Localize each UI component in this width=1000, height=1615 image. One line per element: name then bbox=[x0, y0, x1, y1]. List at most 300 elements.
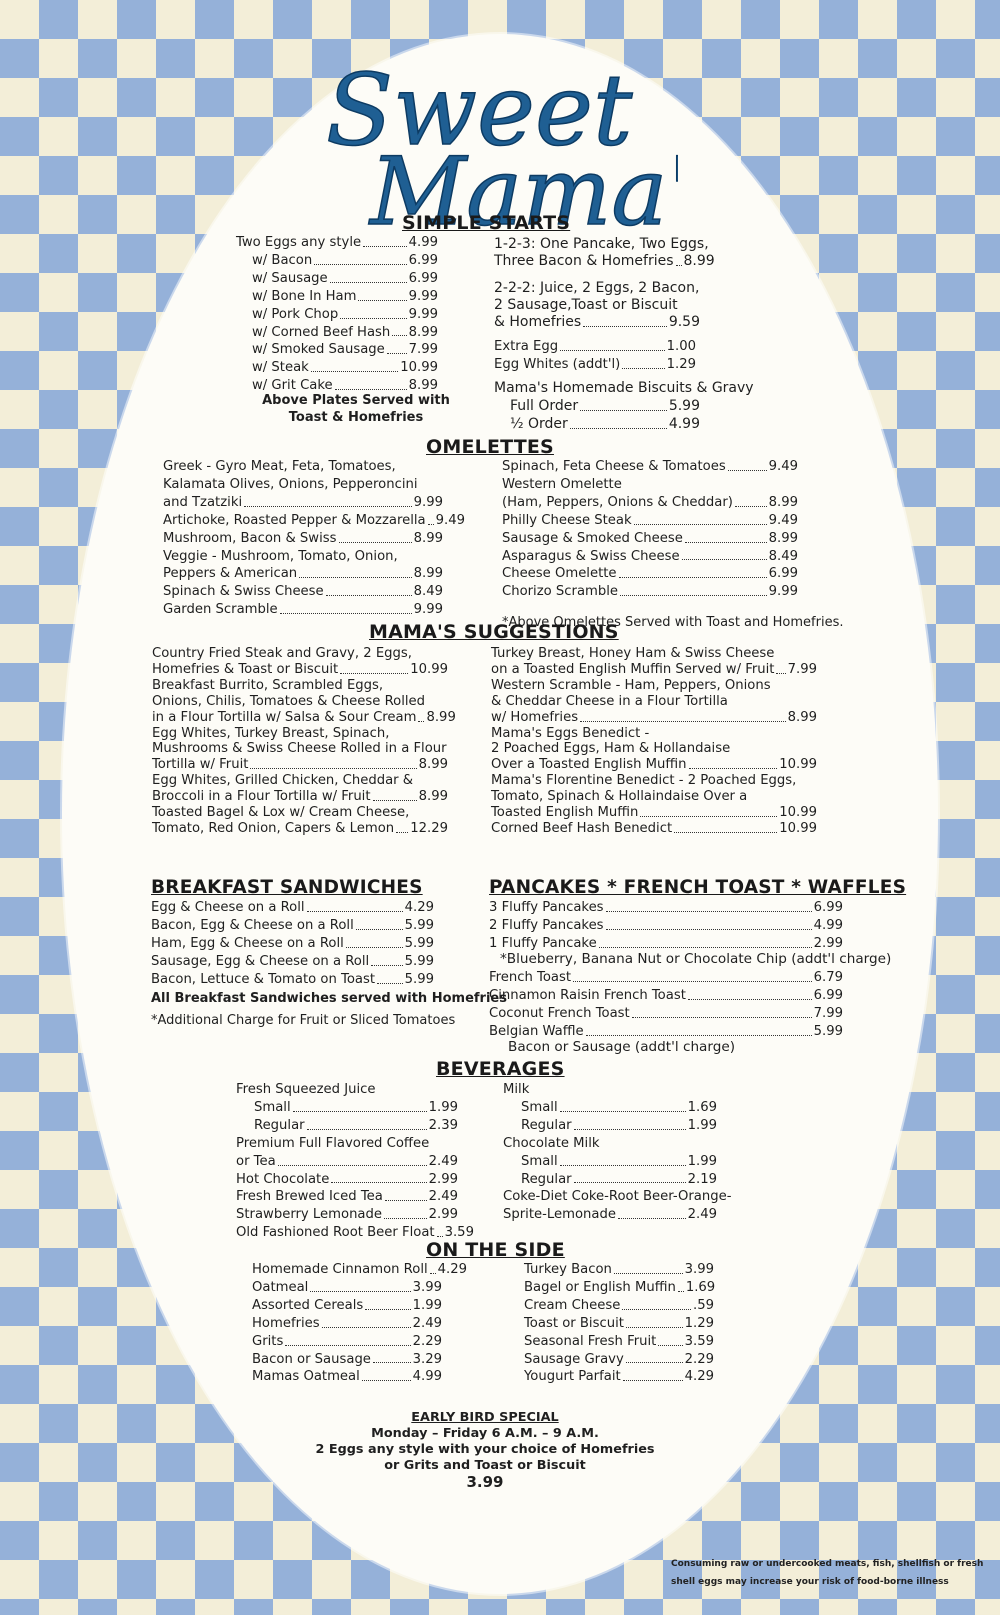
leader-dots bbox=[623, 1368, 683, 1381]
item-price: 1.69 bbox=[687, 1099, 717, 1115]
food-safety-disclaimer: Consuming raw or undercooked meats, fish, shellfish or fresh shell eggs may increase your risk of food-borne illness bbox=[671, 1559, 984, 1587]
leader-dots bbox=[371, 953, 402, 966]
item-name: in a Flour Tortilla w/ Salsa & Sour Cream bbox=[152, 709, 417, 725]
menu-item bbox=[524, 1333, 714, 1351]
omelettes-note: *Above Omelettes Served with Toast and Homefries. bbox=[502, 615, 844, 630]
item-name: Seasonal Fresh Fruit bbox=[524, 1333, 657, 1349]
menu-item bbox=[236, 288, 438, 306]
item-price: .59 bbox=[693, 1297, 714, 1313]
item-price: 8.99 bbox=[418, 789, 448, 805]
item-name: w/ Sausage bbox=[252, 270, 328, 286]
item-name: Sausage & Smoked Cheese bbox=[502, 530, 683, 546]
item-name: w/ Corned Beef Hash bbox=[252, 324, 391, 340]
item-price: 5.99 bbox=[404, 953, 434, 969]
item-name: Sausage Gravy bbox=[524, 1351, 624, 1367]
leader-dots bbox=[580, 710, 786, 722]
menu-item bbox=[252, 1261, 468, 1279]
leader-dots bbox=[570, 416, 667, 429]
item-name: Spinach, Feta Cheese & Tomatoes bbox=[502, 459, 726, 474]
menu-item bbox=[489, 899, 843, 917]
leader-dots bbox=[335, 377, 407, 390]
leader-dots bbox=[373, 1351, 411, 1364]
item-name: w/ Bone In Ham bbox=[252, 288, 357, 304]
beverages-title: BEVERAGES bbox=[436, 1058, 565, 1080]
menu-item bbox=[152, 757, 448, 773]
menu-item bbox=[491, 710, 817, 726]
menu-item bbox=[236, 359, 438, 377]
menu-item bbox=[491, 821, 817, 837]
item-name: Turkey Bacon bbox=[524, 1262, 612, 1277]
item-name: Corned Beef Hash Benedict bbox=[491, 820, 673, 836]
item-price: 8.99 bbox=[787, 709, 817, 725]
menu-item bbox=[494, 356, 696, 374]
early-bird-special: EARLY BIRD SPECIAL Monday – Friday 6 A.M. – 9 A.M. 2 Eggs any style with your choice of Homefries or Grits and Toast or Biscuit 3.99 bbox=[285, 1410, 685, 1490]
item-price: 10.99 bbox=[779, 820, 817, 836]
menu-item bbox=[236, 252, 438, 270]
pancakes-title: PANCAKES * FRENCH TOAST * WAFFLES bbox=[489, 877, 907, 898]
leader-dots bbox=[285, 1333, 410, 1346]
menu-item bbox=[489, 1023, 843, 1041]
leader-dots bbox=[626, 1315, 683, 1328]
menu-item bbox=[236, 270, 438, 288]
item-price: 1.99 bbox=[428, 1099, 458, 1115]
leader-dots bbox=[362, 1368, 411, 1381]
menu-item bbox=[252, 1333, 442, 1351]
biscuits-list bbox=[510, 398, 700, 434]
item-name: Small bbox=[521, 1153, 558, 1169]
simple-starts-left-list bbox=[236, 234, 438, 395]
item-price: 1.99 bbox=[687, 1153, 717, 1169]
leader-dots bbox=[614, 1261, 683, 1274]
leader-dots bbox=[430, 1261, 436, 1274]
item-price: 8.99 bbox=[418, 757, 448, 773]
menu-item bbox=[524, 1315, 714, 1333]
pancakes-list-2 bbox=[489, 969, 843, 1041]
item-description: Veggie - Mushroom, Tomato, Onion, bbox=[163, 548, 398, 564]
item-name: Chocolate Milk bbox=[503, 1135, 600, 1151]
item-name: Coconut French Toast bbox=[489, 1005, 630, 1021]
suggestions-right-list bbox=[491, 646, 817, 837]
leader-dots bbox=[384, 1206, 427, 1219]
item-price: 1.00 bbox=[666, 339, 696, 354]
item-description: Toasted Bagel & Lox w/ Cream Cheese, bbox=[152, 805, 410, 821]
item-price: 1.99 bbox=[687, 1117, 717, 1133]
item-name: Small bbox=[254, 1099, 291, 1115]
menu-item bbox=[524, 1368, 714, 1386]
menu-item bbox=[489, 987, 843, 1005]
item-name: Toast or Biscuit bbox=[524, 1315, 624, 1331]
item-price: 3.99 bbox=[412, 1279, 442, 1295]
item-price: 2.99 bbox=[428, 1207, 458, 1223]
menu-item bbox=[503, 1206, 717, 1224]
leader-dots bbox=[640, 805, 777, 817]
item-description: Western Scramble - Ham, Peppers, Onions bbox=[491, 677, 771, 693]
beverages-right-list bbox=[503, 1081, 732, 1224]
menu-item bbox=[252, 1315, 442, 1333]
item-name: 2 Fluffy Pancakes bbox=[489, 917, 604, 933]
leader-dots bbox=[322, 1315, 411, 1328]
leader-dots bbox=[244, 494, 412, 507]
item-price: 7.99 bbox=[408, 342, 438, 358]
menu-item bbox=[489, 1005, 843, 1023]
menu-item bbox=[252, 1368, 442, 1386]
leader-dots bbox=[373, 789, 417, 801]
item-name: and Tzatziki bbox=[163, 494, 243, 510]
menu-item bbox=[489, 969, 843, 987]
item-name: Coke-Diet Coke-Root Beer-Orange- bbox=[503, 1189, 732, 1205]
item-description: 2 Poached Eggs, Ham & Hollandaise bbox=[491, 741, 731, 757]
leader-dots bbox=[618, 1206, 686, 1219]
leader-dots bbox=[626, 1351, 683, 1364]
leader-dots bbox=[385, 1188, 427, 1201]
suggestions-left-list bbox=[152, 646, 456, 837]
item-price: 7.99 bbox=[787, 661, 817, 677]
menu-item bbox=[163, 512, 465, 530]
item-price: 5.99 bbox=[404, 917, 434, 933]
leader-dots bbox=[310, 1279, 410, 1292]
item-price: 6.99 bbox=[408, 270, 438, 286]
item-name: Small bbox=[521, 1099, 558, 1115]
menu-item bbox=[236, 1153, 458, 1171]
leader-dots bbox=[606, 917, 812, 930]
menu-item bbox=[236, 1099, 458, 1117]
leader-dots bbox=[580, 398, 667, 411]
leader-dots bbox=[728, 458, 767, 471]
sandwiches-charge-note: *Additional Charge for Fruit or Sliced Tomatoes bbox=[151, 1013, 456, 1028]
item-name: 3 Fluffy Pancakes bbox=[489, 900, 604, 915]
leader-dots bbox=[776, 662, 785, 674]
item-price: 9.99 bbox=[413, 494, 443, 510]
item-name: Regular bbox=[254, 1117, 305, 1133]
combo-222: 2-2-2: Juice, 2 Eggs, 2 Bacon, 2 Sausage,Toast or Biscuit & Homefries 9.59 bbox=[494, 280, 700, 330]
item-price: 2.49 bbox=[412, 1315, 442, 1331]
item-price: 10.99 bbox=[400, 360, 438, 376]
item-name: Cheese Omelette bbox=[502, 566, 617, 582]
suggestions-title: MAMA'S SUGGESTIONS bbox=[369, 621, 619, 643]
leader-dots bbox=[365, 1297, 410, 1310]
item-description: Country Fried Steak and Gravy, 2 Eggs, bbox=[152, 646, 412, 661]
item-price: 2.29 bbox=[684, 1351, 714, 1367]
item-description: & Cheddar Cheese in a Flour Tortilla bbox=[491, 693, 728, 709]
menu-item bbox=[524, 1351, 714, 1369]
menu-item bbox=[151, 917, 434, 935]
item-name: Chorizo Scramble bbox=[502, 584, 619, 600]
early-bird-title: EARLY BIRD SPECIAL bbox=[411, 1410, 559, 1425]
beverages-left-list bbox=[236, 1081, 474, 1242]
menu-item bbox=[236, 1188, 458, 1206]
item-price: 9.49 bbox=[768, 512, 798, 528]
menu-item bbox=[163, 565, 443, 583]
menu-item bbox=[236, 1135, 458, 1153]
menu-item bbox=[163, 583, 443, 601]
item-name: Tomato, Red Onion, Capers & Lemon bbox=[152, 820, 395, 836]
item-price: 2.49 bbox=[687, 1207, 717, 1223]
item-name: Bacon, Egg & Cheese on a Roll bbox=[151, 917, 354, 933]
item-name: Milk bbox=[503, 1082, 530, 1097]
menu-item bbox=[252, 1279, 442, 1297]
leader-dots bbox=[560, 338, 665, 351]
item-name: Premium Full Flavored Coffee bbox=[236, 1135, 430, 1151]
item-price: 5.99 bbox=[668, 398, 700, 414]
leader-dots bbox=[678, 1279, 684, 1292]
menu-item bbox=[236, 1081, 458, 1099]
leader-dots bbox=[418, 710, 424, 722]
item-name: Sausage, Egg & Cheese on a Roll bbox=[151, 953, 370, 969]
item-price: 4.99 bbox=[813, 917, 843, 933]
item-price: 9.49 bbox=[435, 512, 465, 528]
item-name: Bagel or English Muffin bbox=[524, 1279, 676, 1295]
item-price: 2.39 bbox=[428, 1117, 458, 1133]
menu-item bbox=[236, 1117, 458, 1135]
menu-item bbox=[494, 338, 696, 356]
item-name: Tortilla w/ Fruit bbox=[152, 757, 249, 773]
leader-dots bbox=[339, 530, 412, 543]
leader-dots bbox=[326, 583, 412, 596]
item-name: Two Eggs any style bbox=[236, 235, 362, 250]
menu-item bbox=[236, 324, 438, 342]
item-price: 8.99 bbox=[413, 566, 443, 582]
menu-item bbox=[236, 234, 438, 252]
menu-item bbox=[491, 805, 817, 821]
omelettes-right-list bbox=[502, 458, 798, 601]
leader-dots bbox=[293, 1099, 427, 1112]
item-price: 4.99 bbox=[412, 1369, 442, 1385]
leader-dots bbox=[688, 987, 812, 1000]
item-name: Garden Scramble bbox=[163, 602, 278, 618]
menu-item bbox=[491, 757, 817, 773]
menu-item bbox=[503, 1081, 717, 1099]
leader-dots bbox=[387, 341, 407, 354]
menu-item bbox=[502, 494, 798, 512]
menu-item bbox=[510, 416, 700, 434]
item-price: 12.29 bbox=[410, 820, 448, 836]
item-name: w/ Grit Cake bbox=[252, 378, 333, 394]
biscuits-title: Mama's Homemade Biscuits & Gravy bbox=[494, 380, 754, 396]
item-price: 9.99 bbox=[413, 602, 443, 618]
leader-dots bbox=[574, 1171, 686, 1184]
item-name: Assorted Cereals bbox=[252, 1297, 364, 1313]
item-description: Turkey Breast, Honey Ham & Swiss Cheese bbox=[491, 646, 775, 661]
item-price: 4.29 bbox=[684, 1369, 714, 1385]
leader-dots bbox=[278, 1153, 427, 1166]
pancakes-side-note: Bacon or Sausage (addt'l charge) bbox=[508, 1039, 736, 1055]
item-price: 6.79 bbox=[813, 970, 843, 985]
item-description: Kalamata Olives, Onions, Pepperoncini bbox=[163, 476, 418, 492]
item-price: 1.99 bbox=[412, 1297, 442, 1313]
pancakes-flavor-note: *Blueberry, Banana Nut or Chocolate Chip (addt'l charge) bbox=[500, 951, 892, 967]
item-name: on a Toasted English Muffin Served w/ Fruit bbox=[491, 661, 775, 677]
leader-dots bbox=[250, 757, 416, 769]
item-name: Philly Cheese Steak bbox=[502, 512, 632, 528]
leader-dots bbox=[311, 359, 398, 372]
menu-item bbox=[236, 1224, 474, 1242]
item-name: or Tea bbox=[236, 1153, 276, 1169]
menu-item bbox=[163, 601, 443, 619]
item-name: Egg & Cheese on a Roll bbox=[151, 900, 305, 915]
item-name: Asparagus & Swiss Cheese bbox=[502, 548, 680, 564]
leader-dots bbox=[307, 1117, 427, 1130]
menu-item bbox=[236, 341, 438, 359]
item-description: Breakfast Burrito, Scrambled Eggs, bbox=[152, 677, 384, 693]
simple-starts-title: SIMPLE STARTS bbox=[402, 212, 571, 234]
leader-dots bbox=[377, 971, 403, 984]
menu-item bbox=[152, 662, 448, 678]
menu-item bbox=[502, 512, 798, 530]
item-price: 8.99 bbox=[408, 324, 438, 340]
item-price: 4.99 bbox=[668, 415, 700, 432]
leader-dots bbox=[632, 1005, 812, 1018]
early-bird-price: 3.99 bbox=[466, 1473, 504, 1491]
item-price: 1.69 bbox=[685, 1279, 716, 1295]
svg-text:Sweet: Sweet bbox=[326, 54, 633, 168]
menu-item bbox=[503, 1135, 717, 1153]
on-the-side-right-list bbox=[524, 1261, 714, 1386]
menu-item bbox=[236, 306, 438, 324]
menu-item bbox=[252, 1351, 442, 1369]
item-description: Greek - Gyro Meat, Feta, Tomatoes, bbox=[163, 459, 396, 474]
menu-item bbox=[236, 1171, 458, 1189]
item-price: 5.99 bbox=[404, 971, 434, 987]
leader-dots bbox=[586, 1023, 812, 1036]
leader-dots bbox=[307, 899, 403, 912]
leader-dots bbox=[735, 494, 767, 507]
item-price: 4.29 bbox=[437, 1262, 468, 1277]
item-price: 3.59 bbox=[684, 1333, 714, 1349]
item-price: 6.99 bbox=[813, 987, 843, 1003]
item-name: Sprite-Lemonade bbox=[503, 1207, 616, 1223]
item-name: Regular bbox=[521, 1117, 572, 1133]
item-name: Bacon or Sausage bbox=[252, 1351, 371, 1367]
leader-dots bbox=[689, 757, 778, 769]
item-name: Extra Egg bbox=[494, 339, 559, 354]
menu-item bbox=[163, 530, 443, 548]
item-name: Mushroom, Bacon & Swiss bbox=[163, 530, 337, 546]
leader-dots bbox=[574, 1117, 686, 1130]
leader-dots bbox=[560, 1099, 686, 1112]
item-name: Hot Chocolate bbox=[236, 1171, 330, 1187]
item-name: Grits bbox=[252, 1333, 284, 1349]
leader-dots bbox=[622, 1297, 691, 1310]
menu-item bbox=[524, 1261, 714, 1279]
item-name: Ham, Egg & Cheese on a Roll bbox=[151, 935, 344, 951]
item-name: Cinnamon Raisin French Toast bbox=[489, 987, 686, 1003]
menu-item bbox=[502, 458, 798, 476]
leader-dots bbox=[622, 356, 664, 369]
item-name: Old Fashioned Root Beer Float bbox=[236, 1225, 435, 1241]
leader-dots bbox=[560, 1153, 686, 1166]
leader-dots bbox=[620, 583, 767, 596]
leader-dots bbox=[340, 306, 406, 319]
item-name: w/ Smoked Sausage bbox=[252, 342, 385, 358]
item-description: Mama's Florentine Benedict - 2 Poached Eggs, bbox=[491, 773, 797, 789]
item-price: 9.49 bbox=[768, 459, 798, 474]
item-price: 8.49 bbox=[413, 584, 443, 600]
item-description: Western Omelette bbox=[502, 476, 622, 492]
item-price: 8.99 bbox=[768, 494, 798, 510]
item-price: 6.99 bbox=[813, 900, 843, 915]
item-name: Homefries bbox=[252, 1315, 320, 1331]
menu-item bbox=[503, 1188, 732, 1206]
on-the-side-left-list bbox=[252, 1261, 468, 1386]
item-name: Oatmeal bbox=[252, 1279, 309, 1295]
item-price: 4.99 bbox=[408, 235, 438, 250]
item-price: 10.99 bbox=[779, 805, 817, 821]
item-price: 2.99 bbox=[428, 1171, 458, 1187]
item-name: Fresh Squeezed Juice bbox=[236, 1082, 376, 1097]
menu-item bbox=[502, 530, 798, 548]
item-price: 3.29 bbox=[412, 1351, 442, 1367]
menu-item bbox=[163, 494, 443, 512]
omelettes-left-list bbox=[163, 458, 465, 619]
menu-item bbox=[503, 1117, 717, 1135]
menu-item bbox=[151, 935, 434, 953]
item-name: Bacon, Lettuce & Tomato on Toast bbox=[151, 971, 376, 987]
item-price: 2.19 bbox=[687, 1171, 717, 1187]
item-price: 8.99 bbox=[413, 530, 443, 546]
leader-dots bbox=[658, 1333, 682, 1346]
menu-item bbox=[503, 1099, 717, 1117]
item-name: Strawberry Lemonade bbox=[236, 1207, 382, 1223]
menu-item bbox=[489, 917, 843, 935]
leader-dots bbox=[685, 530, 767, 543]
item-price: 2.49 bbox=[428, 1153, 458, 1169]
item-price: 9.99 bbox=[408, 288, 438, 304]
leader-dots bbox=[573, 969, 812, 982]
item-price: 8.99 bbox=[768, 530, 798, 546]
item-name: Cream Cheese bbox=[524, 1297, 621, 1313]
menu-item bbox=[491, 662, 817, 678]
item-price: 10.99 bbox=[410, 661, 448, 677]
item-price: 3.99 bbox=[684, 1262, 714, 1277]
item-description: Onions, Chilis, Tomatoes & Cheese Rolled bbox=[152, 693, 426, 709]
leader-dots bbox=[331, 1171, 426, 1184]
leader-dots bbox=[299, 565, 411, 578]
item-price: 5.99 bbox=[404, 935, 434, 951]
menu-item bbox=[502, 583, 798, 601]
leader-dots bbox=[340, 662, 408, 674]
item-description: Egg Whites, Grilled Chicken, Cheddar & bbox=[152, 773, 414, 789]
item-name: Homefries & Toast or Biscuit bbox=[152, 661, 339, 677]
item-name: Over a Toasted English Muffin bbox=[491, 757, 687, 773]
leader-dots bbox=[392, 324, 406, 337]
menu-item bbox=[502, 548, 798, 566]
item-price: 10.99 bbox=[779, 757, 817, 773]
item-name: Mamas Oatmeal bbox=[252, 1369, 360, 1385]
item-price: 9.99 bbox=[768, 584, 798, 600]
item-name: Artichoke, Roasted Pepper & Mozzarella bbox=[163, 512, 426, 528]
leader-dots bbox=[674, 821, 777, 833]
item-name: French Toast bbox=[489, 970, 572, 985]
item-description: Tomato, Spinach & Hollaindaise Over a bbox=[491, 789, 748, 805]
menu-item bbox=[236, 1206, 458, 1224]
menu-item bbox=[502, 565, 798, 583]
item-name: Toasted English Muffin bbox=[491, 805, 639, 821]
item-description: Mama's Eggs Benedict - bbox=[491, 725, 650, 741]
item-name: 1 Fluffy Pancake bbox=[489, 935, 597, 951]
on-the-side-title: ON THE SIDE bbox=[426, 1239, 565, 1261]
item-price: 6.99 bbox=[768, 566, 798, 582]
leader-dots bbox=[428, 512, 434, 525]
item-name: w/ Homefries bbox=[491, 709, 579, 725]
item-price: 2.49 bbox=[428, 1189, 458, 1205]
item-price: 6.99 bbox=[408, 252, 438, 268]
leader-dots bbox=[682, 548, 767, 561]
item-name: Spinach & Swiss Cheese bbox=[163, 584, 324, 600]
menu-item bbox=[152, 821, 448, 837]
svg-text:Mama's: Mama bbox=[370, 138, 668, 236]
leader-dots bbox=[314, 252, 406, 265]
omelettes-title: OMELETTES bbox=[426, 436, 554, 458]
